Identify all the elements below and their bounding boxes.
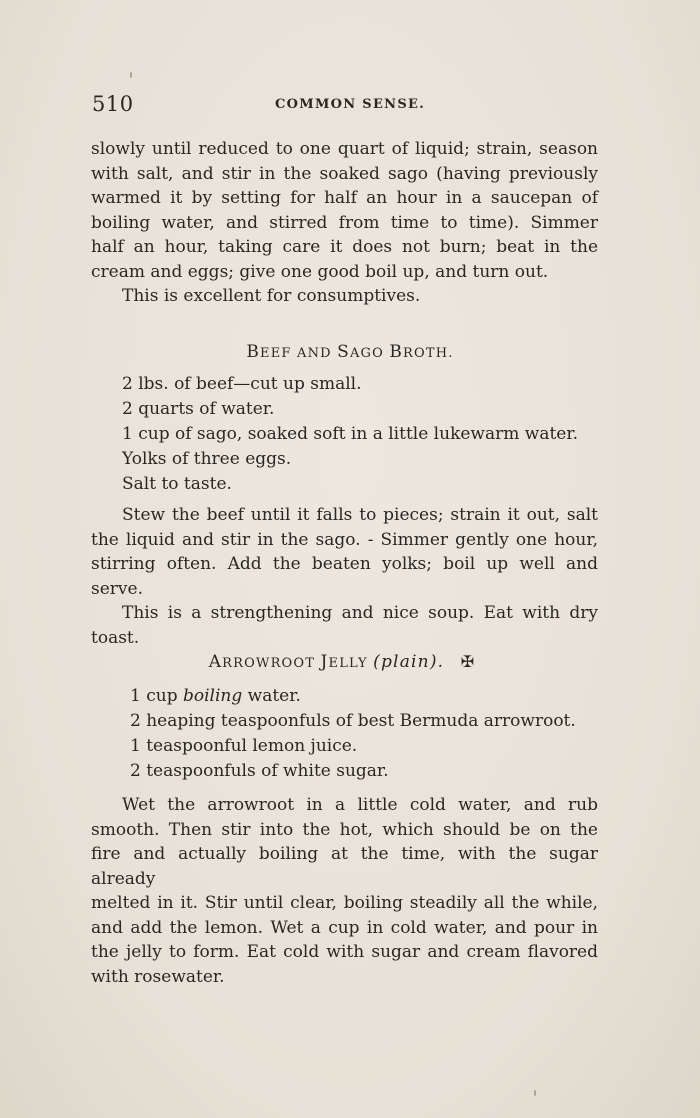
ingredient-list-arrowroot-jelly (130, 684, 576, 784)
text-line: the jelly to form. Eat cold with sugar and cream flavored (91, 942, 598, 962)
text-line: the liquid and stir in the sago. - Simmer gently one hour, (91, 529, 598, 550)
text-line: stirring often. Add the beaten yolks; boil up well and (91, 554, 598, 574)
ingredient-item: Salt to taste. (122, 474, 232, 494)
ingredient-list-beef-sago-broth (122, 372, 578, 497)
ingredient-item: 1 teaspoonful lemon juice. (130, 736, 358, 756)
text-line: with salt, and stir in the soaked sago (having previously (91, 163, 598, 184)
text-line: cream and eggs; give one good boil up, and turn out. (91, 261, 549, 282)
note-line: This is a strengthening and nice soup. Eat with dry (122, 603, 598, 623)
page-number: 510 (92, 92, 134, 116)
text-line: Wet the arrowroot in a little cold water, and rub (122, 795, 598, 815)
ingredient-item: 1 cup boiling water. (130, 686, 301, 706)
text-line: warmed it by setting for half an hour in a saucepan of (91, 188, 598, 208)
text-line: boiling water, and stirred from time to time). Simmer (91, 212, 598, 233)
ingredient-item: 2 heaping teaspoonfuls of best Bermuda arrowroot. (130, 711, 576, 731)
ink-speck (130, 72, 132, 78)
method-arrowroot-jelly (91, 793, 598, 989)
text-line: Stew the beef until it falls to pieces; strain it out, salt (122, 505, 598, 525)
cross-mark-icon: ✠ (460, 652, 476, 671)
recipe-title-arrowroot-jelly: ARROWROOT JELLY (plain). ✠ (208, 652, 476, 672)
ingredient-item: 1 cup of sago, soaked soft in a little lukewarm water. (122, 424, 579, 444)
note-line: This is excellent for consumptives. (122, 286, 421, 306)
ingredient-item: 2 lbs. of beef—cut up small. (122, 374, 362, 394)
ink-speck (534, 1090, 536, 1096)
note-line: toast. (91, 627, 140, 648)
recipe-title-beef-sago-broth: BEEF AND SAGO BROTH. (246, 342, 454, 362)
text-line: serve. (91, 578, 143, 599)
text-line: half an hour, taking care it does not burn; beat in the (91, 237, 598, 257)
ingredient-item: 2 teaspoonfuls of white sugar. (130, 761, 389, 781)
page-header (92, 92, 592, 118)
continued-paragraph (91, 137, 598, 309)
ingredient-item: 2 quarts of water. (122, 399, 275, 419)
text-line: and add the lemon. Wet a cup in cold water, and pour in (91, 917, 598, 938)
text-line: fire and actually boiling at the time, with the sugar already (91, 844, 598, 889)
method-beef-sago-broth (91, 503, 598, 650)
text-line: with rosewater. (91, 966, 225, 987)
ingredient-item: Yolks of three eggs. (122, 449, 292, 469)
text-line: smooth. Then stir into the hot, which should be on the (91, 819, 598, 840)
text-line: melted in it. Stir until clear, boiling steadily all the while, (91, 893, 598, 913)
text-line: slowly until reduced to one quart of liquid; strain, season (91, 139, 598, 159)
running-head: COMMON SENSE. (275, 97, 426, 112)
